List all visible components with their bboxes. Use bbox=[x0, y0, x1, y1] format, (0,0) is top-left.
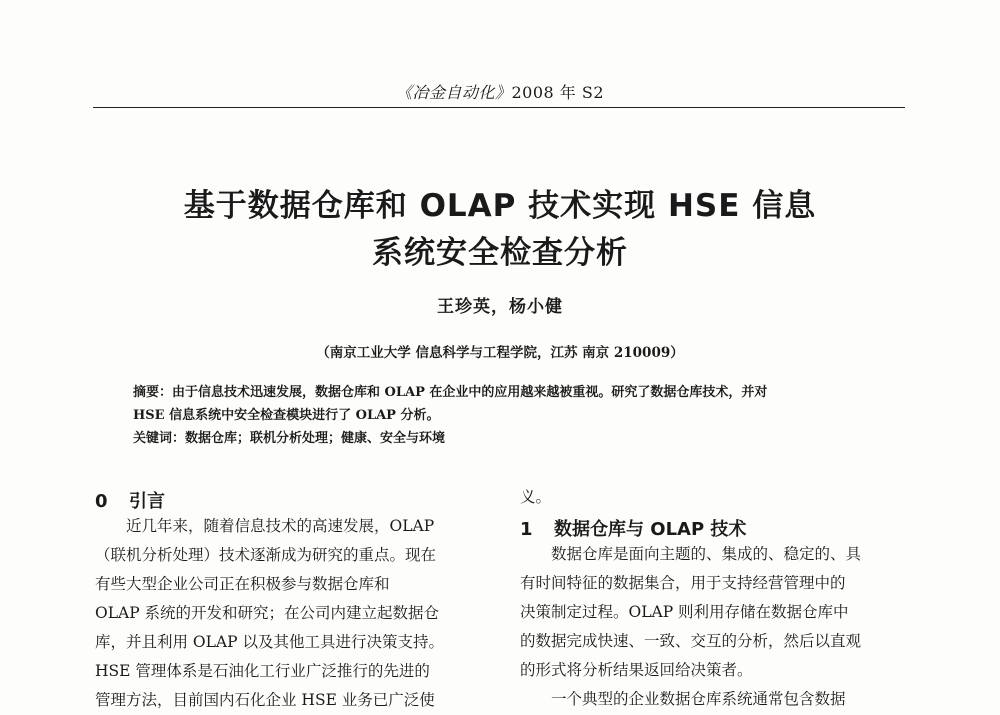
journal-name: 《冶金自动化》 bbox=[395, 83, 512, 102]
keywords: 关键词：数据仓库；联机分析处理；健康、安全与环境 bbox=[133, 431, 446, 446]
section-1-heading bbox=[520, 515, 746, 541]
left-column bbox=[95, 512, 483, 715]
paper-title-line-2: 系统安全检查分析 bbox=[372, 235, 628, 271]
abstract-line-1: 摘要：由于信息技术迅速发展，数据仓库和 OLAP 在企业中的应用越来越被重视。研究了数据仓库技术，并对 bbox=[133, 385, 768, 400]
paper-title-line-1: 基于数据仓库和 OLAP 技术实现 HSE 信息 bbox=[183, 188, 817, 224]
right-line-6: 一个典型的企业数据仓库系统通常包含数据 bbox=[551, 690, 846, 708]
abstract-block bbox=[133, 381, 873, 450]
left-line-5: 库，并且利用 OLAP 以及其他工具进行决策支持。 bbox=[95, 633, 444, 651]
right-line-0: 义。 bbox=[520, 488, 552, 506]
section-0-number: 0 bbox=[95, 491, 108, 512]
left-line-7: 管理方法，目前国内石化企业 HSE 业务已广泛使 bbox=[95, 691, 435, 709]
left-line-2: （联机分析处理）技术逐渐成为研究的重点。现在 bbox=[95, 546, 437, 564]
left-line-4: OLAP 系统的开发和研究；在公司内建立起数据仓 bbox=[95, 604, 440, 622]
authors: 王珍英，杨小健 bbox=[437, 297, 563, 317]
journal-header bbox=[0, 80, 1000, 103]
right-line-1: 数据仓库是面向主题的、集成的、稳定的、具 bbox=[551, 545, 862, 563]
affiliation: （南京工业大学 信息科学与工程学院，江苏 南京 210009） bbox=[316, 345, 684, 361]
section-1-title: 数据仓库与 OLAP 技术 bbox=[554, 519, 747, 540]
header-rule bbox=[93, 107, 905, 108]
section-1-number: 1 bbox=[520, 519, 533, 540]
abstract-line-2: HSE 信息系统中安全检查模块进行了 OLAP 分析。 bbox=[133, 408, 440, 423]
right-line-2: 有时间特征的数据集合，用于支持经营管理中的 bbox=[520, 574, 846, 592]
section-0-title: 引言 bbox=[129, 491, 165, 512]
right-line-3: 决策制定过程。OLAP 则利用存储在数据仓库中 bbox=[520, 603, 849, 621]
left-line-1: 近几年来，随着信息技术的高速发展，OLAP bbox=[126, 517, 435, 535]
right-column bbox=[520, 540, 908, 714]
section-0-heading bbox=[95, 487, 165, 513]
right-line-4: 的数据完成快速、一致、交互的分析，然后以直观 bbox=[520, 632, 862, 650]
right-line-5: 的形式将分析结果返回给决策者。 bbox=[520, 661, 753, 679]
right-column-top bbox=[520, 483, 908, 512]
journal-issue: 2008 年 S2 bbox=[511, 83, 605, 102]
left-line-6: HSE 管理体系是石油化工行业广泛推行的先进的 bbox=[95, 662, 430, 680]
left-line-3: 有些大型企业公司正在积极参与数据仓库和 bbox=[95, 575, 390, 593]
